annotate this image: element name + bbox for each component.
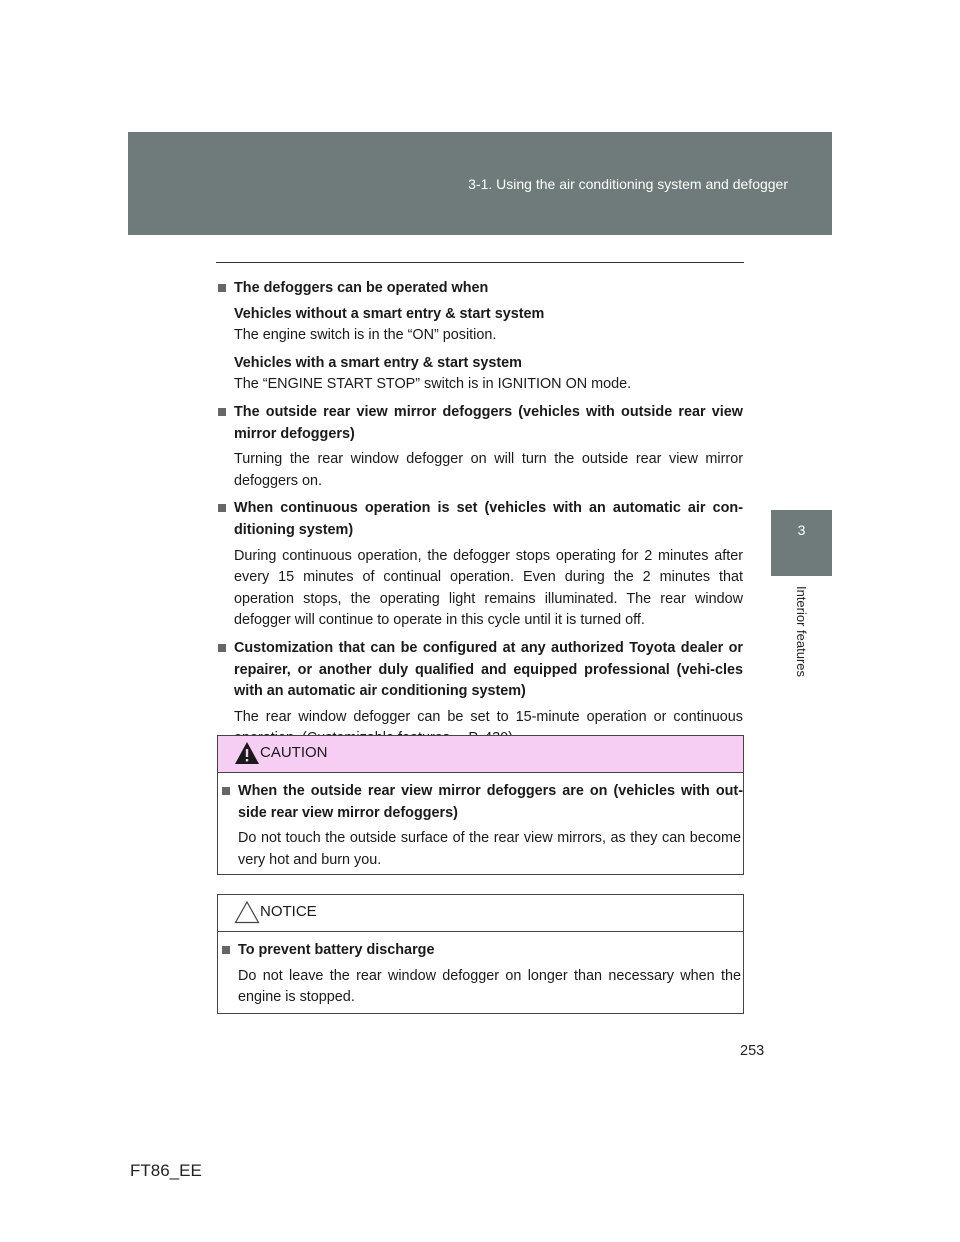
- section-title: 3-1. Using the air conditioning system and defogger: [468, 176, 788, 192]
- section-heading: [216, 638, 743, 703]
- section-mirror-defoggers: [216, 402, 743, 492]
- body-text: The “ENGINE START STOP” switch is in IGNITION ON mode.: [234, 376, 632, 393]
- heading-text: To prevent battery discharge: [238, 942, 435, 958]
- bullet-square-icon: [218, 408, 226, 416]
- section-header-band: [128, 132, 832, 235]
- caution-heading: [218, 781, 743, 824]
- heading-text: The defoggers can be operated when: [234, 280, 489, 296]
- heading-text: When the outside rear view mirror defoggers are on (vehicles with out-side rear view mirror defoggers): [238, 783, 743, 821]
- heading-text: The outside rear view mirror defoggers (vehicles with outside rear view mirror defoggers): [234, 403, 743, 442]
- bullet-square-icon: [222, 787, 230, 795]
- caution-header: [218, 736, 743, 773]
- top-divider: [216, 262, 744, 263]
- notice-text: Do not leave the rear window defogger on longer than necessary when the engine is stopped.: [238, 967, 741, 1006]
- body-text: Turning the rear window defogger on will turn the outside rear view mirror defoggers on.: [234, 451, 743, 489]
- section-heading: [216, 278, 743, 300]
- chapter-label-container: [771, 576, 832, 686]
- caution-text: Do not touch the outside surface of the rear view mirrors, as they can become very hot and burn you.: [238, 830, 741, 868]
- chapter-tab: 3: [771, 510, 832, 576]
- notice-body: [218, 932, 743, 1009]
- section-customization: [216, 638, 743, 750]
- body-text: During continuous operation, the defogger stops operating for 2 minutes after every 15 minutes of continual operation. Even during the 2 minutes that operation stops, the operating light remains illuminated. The rear window defogger will continue to operate in this cycle until it is turned off.: [234, 547, 743, 629]
- notice-heading: [218, 940, 743, 962]
- body-text: The rear window defogger can be set to 15-minute operation or continuous: [234, 708, 743, 725]
- heading-text: When continuous operation is set (vehicles with an automatic air con-ditioning system): [234, 500, 743, 538]
- subheading: Vehicles with a smart entry & start system: [234, 354, 522, 371]
- section-heading: [216, 402, 743, 445]
- section-continuous-operation: [216, 498, 743, 632]
- heading-text: Customization that can be configured at any authorized Toyota dealer or repairer, or another duly qualified and equipped professional (vehi-cles with an automatic air conditioning system): [234, 639, 743, 700]
- notice-title: NOTICE: [260, 903, 317, 920]
- section-heading: [216, 498, 743, 541]
- main-content: [216, 278, 743, 756]
- caution-box: [217, 735, 744, 875]
- caution-body: [218, 773, 743, 871]
- subheading: Vehicles without a smart entry & start system: [234, 305, 545, 322]
- bullet-square-icon: [218, 504, 226, 512]
- bullet-square-icon: [218, 644, 226, 652]
- notice-header: [218, 895, 743, 932]
- notice-box: [217, 894, 744, 1014]
- body-text: The engine switch is in the “ON” position.: [234, 327, 497, 344]
- page-number: 253: [740, 1043, 765, 1059]
- chapter-label: Interior features: [794, 585, 810, 677]
- section-operating-conditions: [216, 278, 743, 396]
- document-code: FT86_EE: [130, 1161, 202, 1180]
- bullet-square-icon: [218, 284, 226, 292]
- caution-title: CAUTION: [260, 744, 328, 761]
- warning-triangle-outline-icon: [234, 900, 260, 924]
- warning-triangle-icon: [234, 741, 260, 765]
- bullet-square-icon: [222, 946, 230, 954]
